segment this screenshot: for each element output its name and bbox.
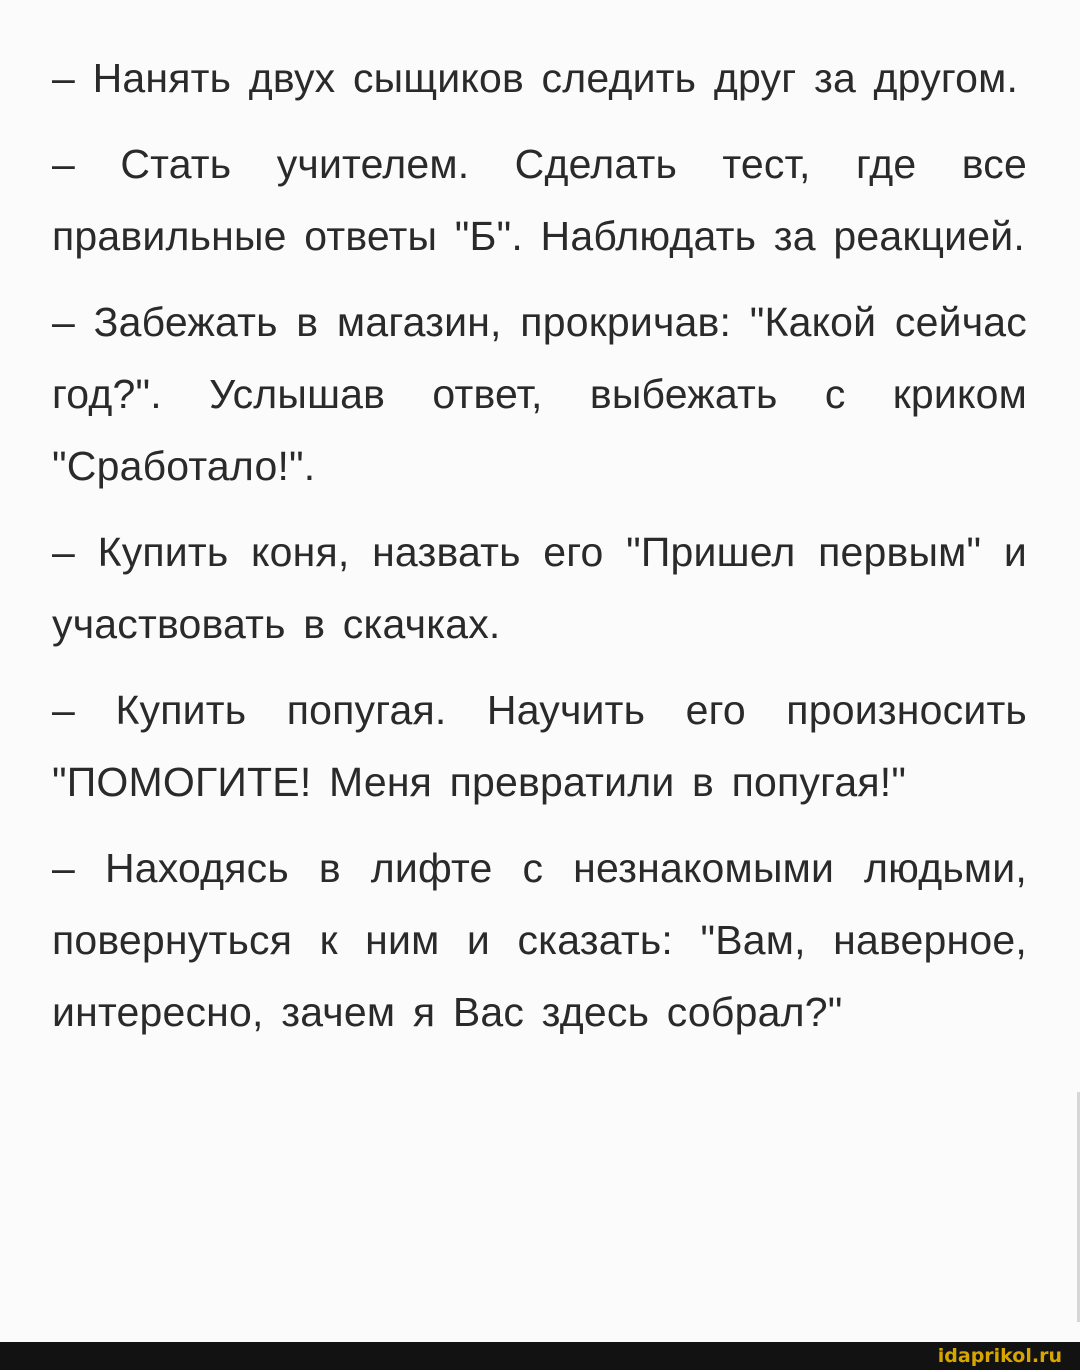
- list-item: – Забежать в магазин, прокричав: "Какой сейчас год?". Услышав ответ, выбежать с криком "Сработало!".: [52, 299, 1027, 489]
- footer-bar: [0, 1342, 1080, 1370]
- list-item: – Нанять двух сыщиков следить друг за другом.: [52, 55, 1019, 101]
- watermark-link[interactable]: idaprikol.ru: [937, 1345, 1062, 1367]
- list-item: – Стать учителем. Сделать тест, где все правильные ответы "Б". Наблюдать за реакцией.: [52, 141, 1027, 259]
- list-item: – Купить попугая. Научить его произносить "ПОМОГИТЕ! Меня превратили в попугая!": [52, 687, 1027, 805]
- list-item: – Купить коня, назвать его "Пришел первым" и участвовать в скачках.: [52, 529, 1027, 647]
- joke-list: [52, 42, 1027, 1048]
- list-item: – Находясь в лифте с незнакомыми людьми, повернуться к ним и сказать: "Вам, наверное, интересно, зачем я Вас здесь собрал?": [52, 845, 1027, 1035]
